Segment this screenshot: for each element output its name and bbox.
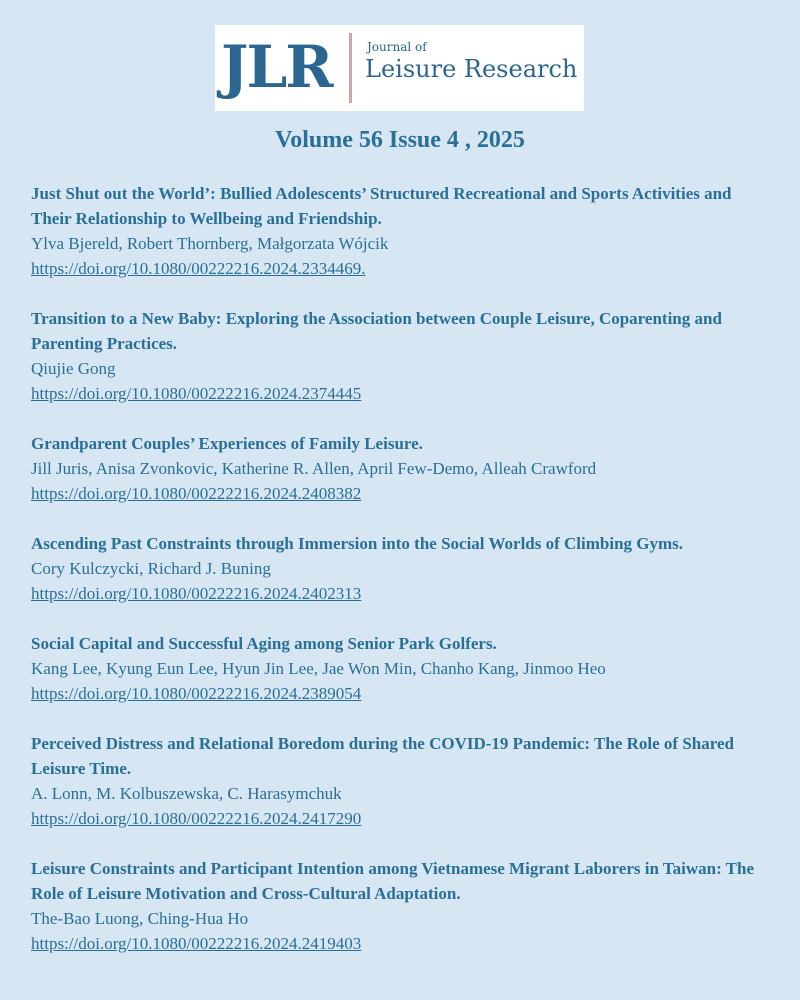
article-authors: Cory Kulczycki, Richard J. Buning	[31, 559, 271, 578]
article-title: Leisure Constraints and Participant Intention among Vietnamese Migrant Laborers in Taiwan: The Role of Leisure Motivation and Cross-Cultural Adaptation.	[31, 859, 755, 903]
article-item	[31, 306, 771, 406]
logo-abbrev: JLR	[221, 33, 332, 101]
article-doi-link[interactable]: https://doi.org/10.1080/00222216.2024.2417290	[31, 809, 362, 828]
article-title: Perceived Distress and Relational Boredom during the COVID-19 Pandemic: The Role of Shared Leisure Time.	[31, 734, 734, 778]
logo-journal-name: Leisure Research	[365, 55, 578, 83]
article-doi-link[interactable]: https://doi.org/10.1080/00222216.2024.2389054	[31, 684, 362, 703]
article-doi-link[interactable]: https://doi.org/10.1080/00222216.2024.2374445	[31, 384, 362, 403]
issue-title: Volume 56 Issue 4 , 2025	[275, 127, 525, 153]
article-item	[31, 631, 771, 706]
article-title: Ascending Past Constraints through Immersion into the Social Worlds of Climbing Gyms.	[31, 534, 684, 553]
article-doi-link[interactable]: https://doi.org/10.1080/00222216.2024.2408382	[31, 484, 362, 503]
article-item	[31, 181, 771, 281]
article-title: Grandparent Couples’ Experiences of Family Leisure.	[31, 434, 423, 453]
article-item	[31, 731, 771, 831]
article-title: Social Capital and Successful Aging among Senior Park Golfers.	[31, 634, 497, 653]
article-doi-link[interactable]: https://doi.org/10.1080/00222216.2024.2334469.	[31, 259, 366, 278]
article-authors: Ylva Bjereld, Robert Thornberg, Małgorzata Wójcik	[31, 234, 389, 253]
article-doi-link[interactable]: https://doi.org/10.1080/00222216.2024.2419403	[31, 934, 362, 953]
journal-logo	[215, 25, 584, 111]
article-authors: The-Bao Luong, Ching-Hua Ho	[31, 909, 249, 928]
article-title: Just Shut out the World’: Bullied Adolescents’ Structured Recreational and Sports Activities and Their Relationship to Wellbeing and Friendship.	[31, 184, 732, 228]
article-authors: Kang Lee, Kyung Eun Lee, Hyun Jin Lee, Jae Won Min, Chanho Kang, Jinmoo Heo	[31, 659, 606, 678]
logo-divider	[349, 33, 352, 103]
article-item	[31, 531, 771, 606]
article-authors: Qiujie Gong	[31, 359, 116, 378]
logo-journal-of: Journal of	[367, 40, 427, 54]
article-title: Transition to a New Baby: Exploring the Association between Couple Leisure, Coparenting and Parenting Practices.	[31, 309, 722, 353]
article-list	[31, 181, 771, 981]
article-item	[31, 431, 771, 506]
article-authors: Jill Juris, Anisa Zvonkovic, Katherine R. Allen, April Few-Demo, Alleah Crawford	[31, 459, 597, 478]
article-item	[31, 856, 771, 956]
article-doi-link[interactable]: https://doi.org/10.1080/00222216.2024.2402313	[31, 584, 362, 603]
article-authors: A. Lonn, M. Kolbuszewska, C. Harasymchuk	[31, 784, 342, 803]
